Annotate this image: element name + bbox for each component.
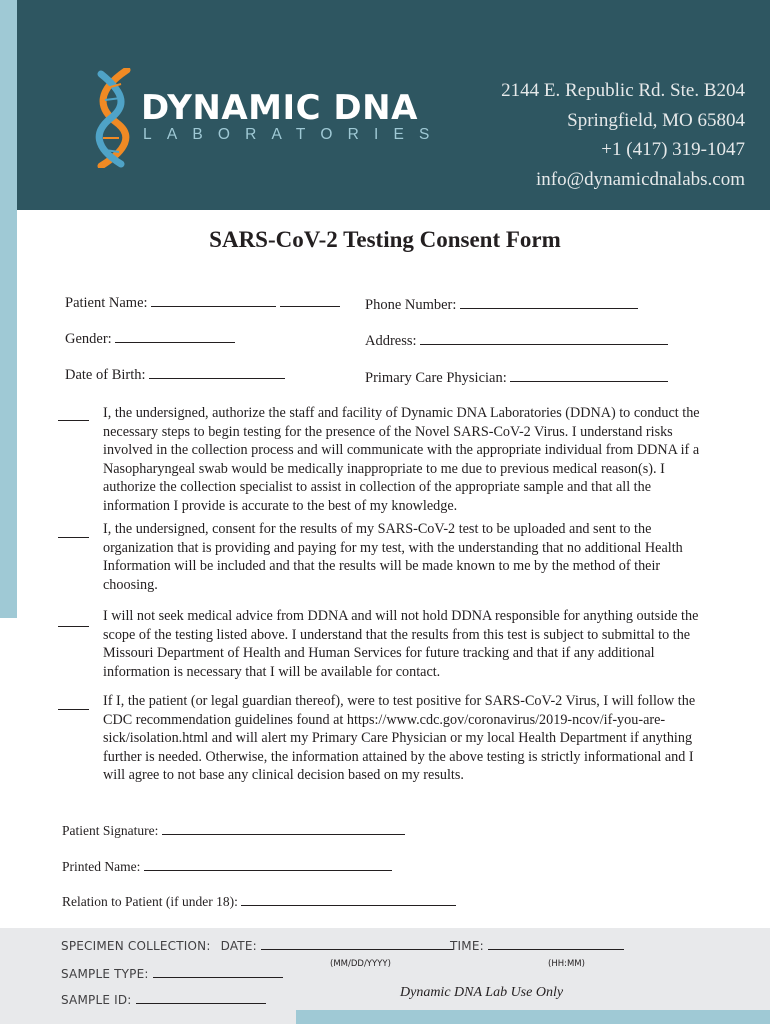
lab-use-only-note: Dynamic DNA Lab Use Only [400,985,564,1000]
patient-signature-line[interactable] [162,820,405,835]
pcp-label: Primary Care Physician: [365,370,507,386]
email-address: info@dynamicdnalabs.com [535,168,745,190]
contact-block [501,76,745,194]
date-format-hint: (MM/DD/YYYY) [330,959,391,969]
patient-signature-field[interactable] [62,820,405,839]
relation-label: Relation to Patient (if under 18): [62,894,238,909]
patient-name-line[interactable] [151,292,276,307]
pcp-field[interactable] [365,367,668,387]
consent-paragraph-3: I will not seek medical advice from DDNA and will not hold DDNA responsible for anything outside the scope of the testing listed above. I understand that the results from this test is subject to submittal to the Missouri Department of Health and Human Services for future tracking and that if any additional information is necessary that I will be available for contact. [103,608,699,680]
address-line[interactable] [420,330,668,345]
address-line-2: Springfield, MO 65804 [567,109,745,131]
logo-subtitle: LABORATORIES [143,126,445,143]
dob-label: Date of Birth: [65,367,146,383]
relation-line[interactable] [241,891,456,906]
consent-paragraph-4: If I, the patient (or legal guardian thereof), were to test positive for SARS-CoV-2 Virus, I will follow the CDC recommendation guidelines found at https://www.cdc.gov/coronavirus/2019-ncov/if-you-are-sick/isolation.html and will alert my Primary Care Physician or my local Health Department if anything further is needed. Otherwise, the information attained by the above testing is strictly informational and I will agree to not base any clinical decision based on my results. [103,693,696,783]
address-label: Address: [365,333,417,349]
phone-number: +1 (417) 319-1047 [601,139,745,160]
collection-time-label: TIME: [450,939,484,953]
specimen-collection-label: SPECIMEN COLLECTION: [61,939,211,953]
pcp-line[interactable] [510,367,668,382]
phone-label: Phone Number: [365,297,457,313]
form-title: SARS-CoV-2 Testing Consent Form [209,227,561,252]
printed-name-line[interactable] [144,856,392,871]
dna-helix-icon [87,68,139,168]
letterhead-header [17,0,770,210]
dob-field[interactable] [65,364,285,384]
consent-paragraph-2: I, the undersigned, consent for the results of my SARS-CoV-2 test to be uploaded and sent to the organization that is providing and paying for my test, with the understanding that no additional Health Information will be included and that the results will be made known to me by the method of their choosing. [103,521,683,593]
sample-id-label: SAMPLE ID: [61,993,132,1007]
sample-id-field[interactable] [61,992,266,1007]
consent-initial-blank-4[interactable] [58,709,89,710]
patient-signature-label: Patient Signature: [62,823,159,838]
bottom-accent-bar [296,1010,770,1024]
address-line-1: 2144 E. Republic Rd. Ste. B204 [501,80,745,101]
patient-name-line-2[interactable] [280,292,340,307]
consent-initial-blank-2[interactable] [58,537,89,538]
consent-paragraph-1: I, the undersigned, authorize the staff and facility of Dynamic DNA Laboratories (DDNA) to conduct the necessary steps to begin testing for the presence of the Novel SARS-CoV-2 Virus. I understand risks involved in the collection process and will communicate with the appropriate individual from DDNA if a Nasopharyngeal swab would be medically inappropriate to me due to previous medical reason(s). I authorize the collection specialist to assist in collection of the appropriate sample and that all the information I provide is accurate to the best of my knowledge. [103,405,700,514]
gender-label: Gender: [65,331,112,347]
collection-time-field[interactable] [450,938,624,953]
gender-line[interactable] [115,328,235,343]
phone-line[interactable] [460,294,638,309]
collection-date-line[interactable] [261,938,453,950]
dob-line[interactable] [149,364,285,379]
printed-name-field[interactable] [62,856,392,875]
company-logo [87,68,445,168]
gender-field[interactable] [65,328,235,348]
collection-date-label: DATE: [220,939,257,953]
sample-type-field[interactable] [61,966,283,981]
phone-field[interactable] [365,294,638,314]
specimen-collection-field[interactable] [61,938,453,953]
time-format-hint: (HH:MM) [548,959,585,969]
relation-field[interactable] [62,891,456,910]
address-field[interactable] [365,330,668,350]
left-accent-bar [0,0,17,618]
patient-name-field[interactable] [65,292,340,312]
collection-time-line[interactable] [488,938,624,950]
sample-id-line[interactable] [136,992,266,1004]
printed-name-label: Printed Name: [62,859,141,874]
sample-type-line[interactable] [153,966,283,978]
logo-wordmark: DYNAMIC DNA [141,88,418,128]
patient-name-label: Patient Name: [65,295,148,311]
sample-type-label: SAMPLE TYPE: [61,967,149,981]
consent-initial-blank-1[interactable] [58,420,89,421]
consent-initial-blank-3[interactable] [58,626,89,627]
